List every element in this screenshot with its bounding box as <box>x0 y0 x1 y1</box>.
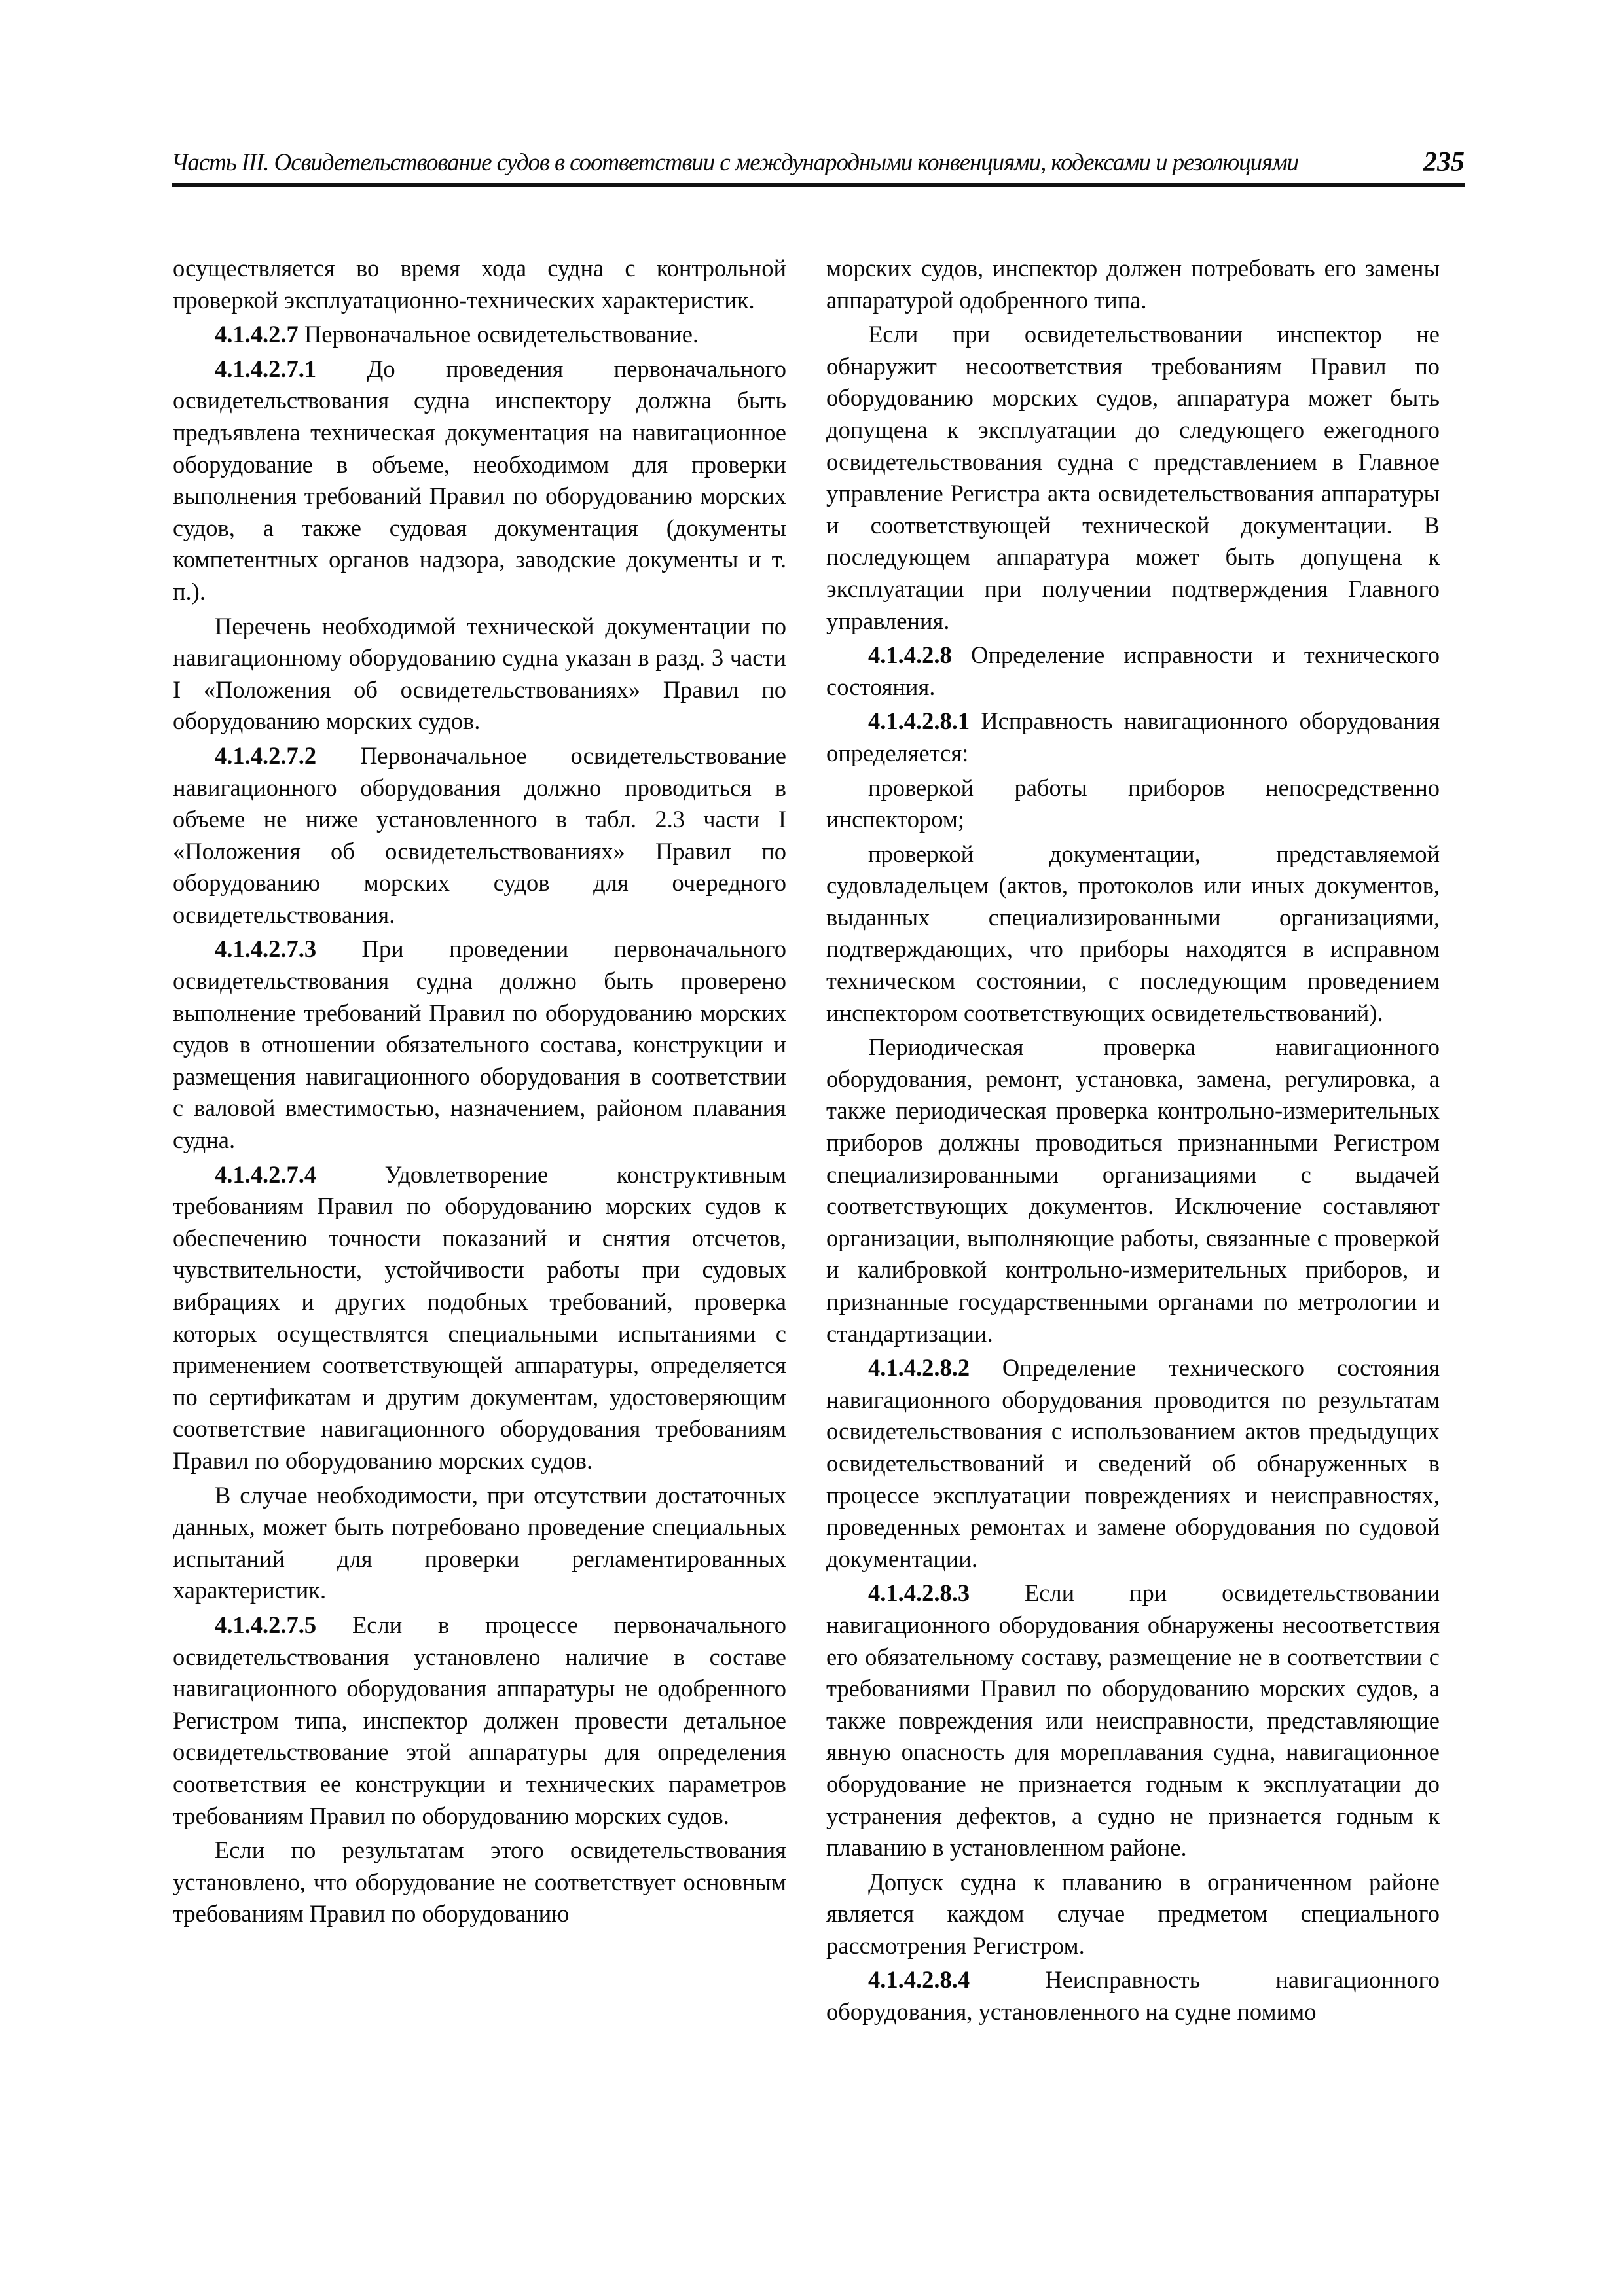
paragraph-text: При проведении первоначального освидетельствования судна должно быть проверено выполнение требований Правил по оборудованию морских судов в отношении обязательного состава, конструкции и размещения навигационного оборудования в соответствии с валовой вместимостью, назначением, районом плавания судна. <box>173 935 786 1154</box>
paragraph <box>826 706 1440 769</box>
section-number: 4.1.4.2.8.2 <box>868 1354 970 1382</box>
paragraph-text: Если при освидетельствовании инспектор не обнаружит несоответствия требованиям Правил по оборудованию морских судов, аппаратура может быть допущена к эксплуатации до следующего ежегодного освидетельствования судна с представлением в Главное управление Регистра акта освидетельствования аппаратуры и соответствующей технической документации. В последующем аппаратура может быть допущена к эксплуатации при получении подтверждения Главного управления. <box>826 321 1440 634</box>
paragraph <box>173 933 786 1156</box>
paragraph <box>826 1352 1440 1575</box>
paragraph <box>826 1577 1440 1863</box>
paragraph <box>826 319 1440 637</box>
paragraph-text: проверкой документации, представляемой судовладельцем (актов, протоколов или иных документов, выданных специализированными организациями, подтверждающих, что приборы находятся в исправном техническом состоянии, с последующим проведением инспектором соответствующих освидетельствований). <box>826 840 1440 1026</box>
header-title: Часть III. Освидетельствование судов в соответствии с международными конвенциями, кодексами и резолюциями <box>172 149 1299 176</box>
section-number: 4.1.4.2.8.4 <box>868 1966 970 1994</box>
paragraph <box>826 1964 1440 2028</box>
paragraph-text: В случае необходимости, при отсутствии достаточных данных, может быть потребовано проведение специальных испытаний для проверки регламентированных характеристик. <box>173 1481 786 1604</box>
section-number: 4.1.4.2.8.3 <box>868 1579 970 1607</box>
paragraph <box>826 253 1440 316</box>
paragraph <box>173 353 786 608</box>
paragraph <box>173 319 786 351</box>
paragraph-text: Первоначальное освидетельствование. <box>298 321 699 348</box>
paragraph-text: Определение исправности и технического состояния. <box>826 641 1440 700</box>
paragraph-text: Допуск судна к плаванию в ограниченном районе является каждом случае предметом специального рассмотрения Регистром. <box>826 1868 1440 1959</box>
paragraph-text: осуществляется во время хода судна с контрольной проверкой эксплуатационно-технических характеристик. <box>173 255 786 314</box>
paragraph-text: проверкой работы приборов непосредственно инспектором; <box>826 774 1440 833</box>
paragraph-text: До проведения первоначального освидетельствования судна инспектору должна быть предъявлена техническая документация на навигационное оборудование в объеме, необходимом для проверки выполнения требований Правил по оборудованию морских судов, а также судовая документация (документы компетентных органов надзора, заводские документы и т. п.). <box>173 355 786 605</box>
paragraph-text: Первоначальное освидетельствование навигационного оборудования должно проводиться в объеме не ниже установленного в табл. 2.3 части I «Положения об освидетельствованиях» Правил по оборудованию морских судов для очередного освидетельствования. <box>173 742 786 928</box>
paragraph <box>826 1867 1440 1962</box>
paragraph-text: морских судов, инспектор должен потребовать его замены аппаратурой одобренного типа. <box>826 255 1440 314</box>
section-number: 4.1.4.2.7.5 <box>215 1611 317 1638</box>
paragraph <box>826 838 1440 1030</box>
paragraph <box>826 1031 1440 1350</box>
section-number: 4.1.4.2.7.4 <box>215 1160 317 1188</box>
paragraph <box>173 1835 786 1930</box>
section-number: 4.1.4.2.7.1 <box>215 355 317 382</box>
paragraph <box>173 740 786 931</box>
paragraph-text: Если в процессе первоначального освидетельствования установлено наличие в составе навигационного оборудования аппаратуры не одобренного Регистром типа, инспектор должен провести детальное освидетельствование этой аппаратуры для определения соответствия ее конструкции и технических параметров требованиям Правил по оборудованию морских судов. <box>173 1611 786 1829</box>
paragraph <box>173 611 786 738</box>
section-number: 4.1.4.2.7.3 <box>215 935 317 963</box>
section-number: 4.1.4.2.7 <box>215 321 299 348</box>
paragraph-text: Определение технического состояния навигационного оборудования проводится по результатам освидетельствования с использованием актов предыдущих освидетельствований и сведений об обнаруженных в процессе эксплуатации повреждениях и неисправностях, проведенных ремонтах и замене оборудования по судовой документации. <box>826 1354 1440 1572</box>
paragraph-text: Периодическая проверка навигационного оборудования, ремонт, установка, замена, регулировка, а также периодическая проверка контрольно-измерительных приборов должны проводиться признанными Регистром специализированными организациями с выдачей соответствующих документов. Исключение составляют организации, выполняющие работы, связанные с проверкой и калибровкой контрольно-измерительных приборов, и признанные государственными органами по метрологии и стандартизации. <box>826 1033 1440 1347</box>
paragraph <box>826 639 1440 703</box>
paragraph-text: Перечень необходимой технической документации по навигационному оборудованию судна указан в разд. 3 части I «Положения об освидетельствованиях» Правил по оборудованию морских судов. <box>173 612 786 735</box>
paragraph <box>173 1480 786 1607</box>
right-column <box>826 253 1440 2190</box>
paragraph-text: Неисправность навигационного оборудования, установленного на судне помимо <box>826 1966 1440 2026</box>
paragraph <box>173 1609 786 1832</box>
paragraph <box>826 772 1440 836</box>
section-number: 4.1.4.2.8 <box>868 641 952 669</box>
section-number: 4.1.4.2.8.1 <box>868 708 970 735</box>
paragraph <box>173 1159 786 1477</box>
running-header <box>172 141 1465 187</box>
left-column <box>173 253 786 2190</box>
page-number: 235 <box>1423 147 1465 177</box>
paragraph <box>173 253 786 316</box>
paragraph-text: Если по результатам этого освидетельствования установлено, что оборудование не соответствует основным требованиям Правил по оборудованию <box>173 1837 786 1928</box>
section-number: 4.1.4.2.7.2 <box>215 742 317 769</box>
paragraph-text: Удовлетворение конструктивным требованиям Правил по оборудованию морских судов к обеспечению точности показаний и снятия отсчетов, чувствительности, устойчивости работы при судовых вибрациях и других подобных требований, проверка которых осуществлятся специальными испытаниями с применением соответствующей аппаратуры, определяется по сертификатам и другим документам, удостоверяющим соответствие навигационного оборудования требованиям Правил по оборудованию морских судов. <box>173 1160 786 1474</box>
paragraph-text: Исправность навигационного оборудования определяется: <box>826 708 1440 766</box>
paragraph-text: Если при освидетельствовании навигационного оборудования обнаружены несоответствия его обязательному составу, размещение не в соответствии с требованиями Правил по оборудованию морских судов, а также повреждения или неисправности, представляющие явную опасность для мореплавания судна, навигационное оборудование не признается годным к эксплуатации до устранения дефектов, а судно не признается годным к плаванию в установленном районе. <box>826 1579 1440 1861</box>
